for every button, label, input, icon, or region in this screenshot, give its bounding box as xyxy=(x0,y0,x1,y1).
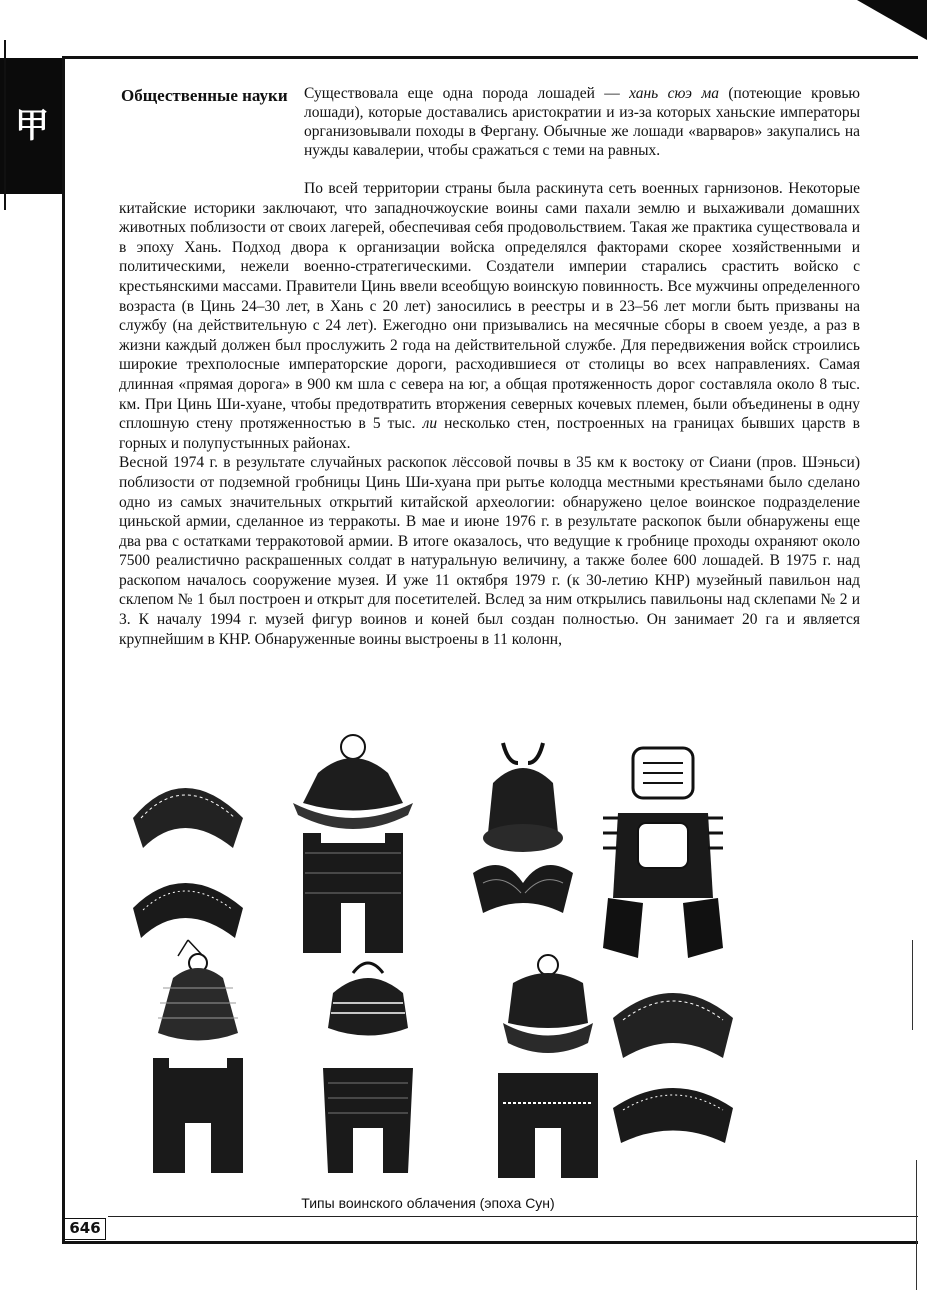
footer-rule xyxy=(108,1216,918,1217)
corner-arrow-mark xyxy=(857,0,927,40)
armor-figure xyxy=(118,728,858,1188)
section-title: Общественные науки xyxy=(121,86,288,105)
paragraph-garrisons xyxy=(119,179,860,453)
section-glyph: 甲 xyxy=(15,106,49,146)
intro-paragraph xyxy=(304,84,860,160)
margin-rule xyxy=(4,40,6,210)
scan-edge-line xyxy=(912,940,913,1030)
armor-shoulder-guards-illustration xyxy=(123,758,253,958)
text-run: несколько стен, построенных на границах бывших царств в горных и полупустынных районах. xyxy=(119,415,860,452)
text-run: Существовала еще одна порода лошадей — xyxy=(304,85,630,102)
conical-helmet-armor-illustration xyxy=(128,953,268,1178)
paragraph-terracotta: Весной 1974 г. в результате случайных раскопок лёссовой почвы в 35 км к востоку от Сиани (пров. Шэньси) поблизости от подземной гробницы Цинь Ши-хуана при рытье колодца местными крестьянами было сделано одно из самых значительных открытий китайской археологии: обнаружено целое воинское подразделение циньской армии, сделанное из терракоты. В мае и июне 1976 г. в результате раскопок были обнаружены еще два рва с остатками терракотовой армии. В итоге оказалось, что ведущие к гробнице проходы охраняют около 7500 реалистично раскрашенных солдат в натуральную величину, а также более 600 лошадей. В 1975 г. над раскопом началось сооружение музея. И уже 11 октября 1979 г. (к 30-летию КНР) музейный павильон над склепом № 1 был построен и открыт для посетителей. Вслед за ним открылись павильоны над склепами № 2 и 3. К началу 1994 г. музей фигур воинов и коней был создан полностью. Он занимает 20 га и является крупнейшим в КНР. Обнаруженные воины выстроены в 11 колонн, xyxy=(119,454,860,648)
scan-edge-line xyxy=(916,1160,917,1290)
text-run: (потеющие кровью лошади), которые доставались аристократии и из-за которых ханьские императоры организовывали походы в Фергану. Обычные же лошади «варваров» закупались на нужды кавалерии, чтобы сражаться с теми на равных. xyxy=(304,85,860,159)
term-italic: ли xyxy=(422,415,438,433)
lion-mask-armor-illustration xyxy=(593,738,733,963)
body-text xyxy=(119,179,860,649)
ornate-helmet-illustration xyxy=(463,733,583,943)
page-number: 646 xyxy=(64,1218,106,1240)
figure-caption: Типы воинского облачения (эпоха Сун) xyxy=(301,1195,555,1211)
section-side-tab xyxy=(0,58,62,194)
shoulder-plates-illustration xyxy=(603,968,743,1168)
term-italic: хань сюэ ма xyxy=(629,85,719,102)
plumed-helmet-armor-illustration xyxy=(473,953,623,1183)
round-helmet-armor-illustration xyxy=(303,953,433,1178)
helmet-armor-illustration xyxy=(283,733,423,958)
text-run: По всей территории страны была раскинута сеть военных гарнизонов. Некоторые китайские историки заключают, что западночжоуские воины сами пахали землю и выхаживали домашних животных поблизости от своих лагерей, обеспечивая себя продовольствием. Такая же практика существовала и в эпоху Хань. Подход двора к организации войска определялся факторами скорее хозяйственными и политическими, нежели военно-стратегическими. Создатели империи старались срастить войско с крестьянскими массами. Правители Цинь ввели всеобщую воинскую повинность. Все мужчины определенного возраста (в Цинь 24–30 лет, в Хань с 20 лет) заносились в реестры и в 23–56 лет могли быть призваны на службу (на действительную с 24 лет). Ежегодно они призывались на месячные сборы в своем уезде, а раз в жизни каждый должен был прослужить 2 года на действительной службе. Для передвижения войск строились широкие трехполосные императорские дороги, расходившиеся от столицы во всех направлениях. Самая длинная «прямая дорога» в 900 км шла с севера на юг, а общая протяженность дорог составляла около 8 тыс. км. При Цинь Ши-хуане, чтобы предотвратить вторжения северных кочевых племен, были объединены в одну сплошную стену протяженностью в 5 тыс. xyxy=(119,180,860,433)
